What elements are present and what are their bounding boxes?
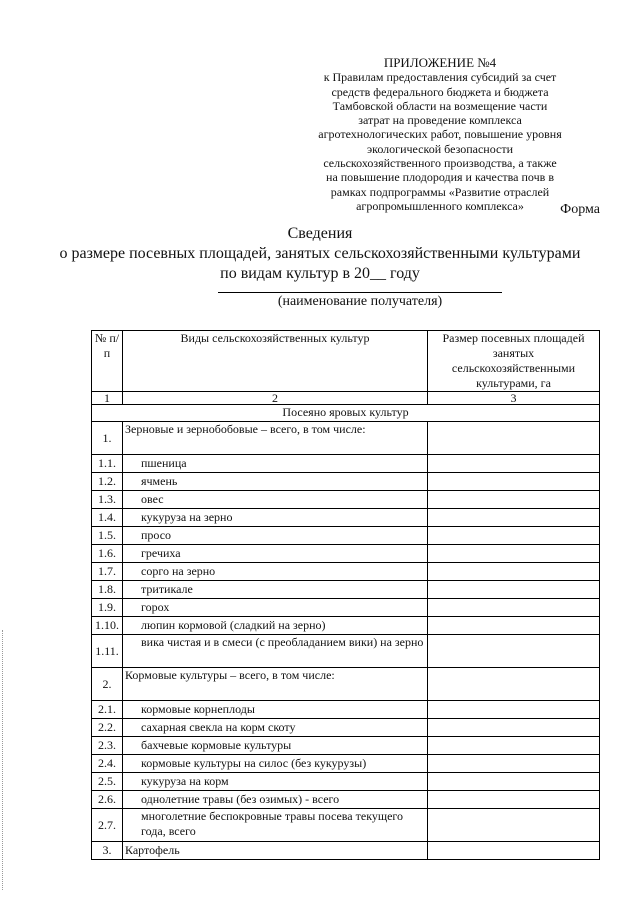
- appendix-block: [300, 56, 580, 213]
- row-number: 2.5.: [92, 773, 123, 791]
- row-number: 1.7.: [92, 563, 123, 581]
- table-row: [92, 599, 600, 617]
- row-area-value[interactable]: [428, 491, 600, 509]
- row-area-value[interactable]: [428, 635, 600, 668]
- table-row: [92, 422, 600, 455]
- row-area-value[interactable]: [428, 527, 600, 545]
- row-area-value[interactable]: [428, 668, 600, 701]
- table-row: [92, 527, 600, 545]
- row-area-value[interactable]: [428, 473, 600, 491]
- document-heading: [0, 224, 640, 284]
- heading-year-line: по видам культур в 20__ году: [220, 265, 420, 282]
- row-number: 2.7.: [92, 809, 123, 842]
- header-area: Размер посевных площадей занятых сельскохозяйственными культурами, га: [428, 331, 600, 392]
- row-number: 2.4.: [92, 755, 123, 773]
- row-crop-name: горох: [123, 599, 428, 617]
- recipient-caption: (наименование получателя): [277, 294, 443, 309]
- form-label: Форма: [560, 202, 600, 217]
- section-row: [92, 405, 600, 422]
- row-crop-name: овес: [123, 491, 428, 509]
- header-crop-type: Виды сельскохозяйственных культур: [123, 331, 428, 392]
- row-area-value[interactable]: [428, 842, 600, 860]
- row-area-value[interactable]: [428, 755, 600, 773]
- row-number: 1.10.: [92, 617, 123, 635]
- table-row: [92, 719, 600, 737]
- header-number: № п/п: [92, 331, 123, 392]
- heading-subtitle: о размере посевных площадей, занятых сельскохозяйственными культурами: [59, 245, 581, 262]
- table-row: [92, 842, 600, 860]
- row-number: 1.6.: [92, 545, 123, 563]
- row-number: 1.1.: [92, 455, 123, 473]
- row-number: 1.8.: [92, 581, 123, 599]
- row-area-value[interactable]: [428, 581, 600, 599]
- appendix-line: агротехнологических работ, повышение уровня: [318, 127, 562, 142]
- row-area-value[interactable]: [428, 773, 600, 791]
- appendix-line: экологической безопасности: [366, 141, 514, 156]
- appendix-title: ПРИЛОЖЕНИЕ №4: [383, 55, 497, 70]
- table-row: [92, 809, 600, 842]
- row-number: 2.2.: [92, 719, 123, 737]
- table-row: [92, 563, 600, 581]
- table-row: [92, 509, 600, 527]
- row-crop-name: пшеница: [123, 455, 428, 473]
- crops-table: [91, 330, 600, 860]
- table-row: [92, 737, 600, 755]
- row-crop-name: однолетние травы (без озимых) - всего: [123, 791, 428, 809]
- table-row: [92, 545, 600, 563]
- row-crop-name: Картофель: [123, 842, 428, 860]
- row-number: 1.2.: [92, 473, 123, 491]
- row-crop-name: Зерновые и зернобобовые – всего, в том числе:: [123, 422, 428, 455]
- row-crop-name: многолетние беспокровные травы посева текущего года, всего: [123, 809, 428, 842]
- row-area-value[interactable]: [428, 701, 600, 719]
- heading-title: Сведения: [287, 225, 353, 242]
- row-area-value[interactable]: [428, 617, 600, 635]
- row-area-value[interactable]: [428, 545, 600, 563]
- column-index: 3: [428, 392, 600, 405]
- row-number: 2.: [92, 668, 123, 701]
- appendix-line: агропромышленного комплекса»: [356, 198, 524, 213]
- row-area-value[interactable]: [428, 599, 600, 617]
- appendix-line: средств федерального бюджета и бюджета: [331, 84, 549, 99]
- table-row: [92, 668, 600, 701]
- table-row: [92, 617, 600, 635]
- row-crop-name: тритикале: [123, 581, 428, 599]
- row-crop-name: бахчевые кормовые культуры: [123, 737, 428, 755]
- table-row: [92, 773, 600, 791]
- table-row: [92, 473, 600, 491]
- appendix-line: затрат на проведение комплекса: [358, 113, 522, 128]
- row-number: 1.9.: [92, 599, 123, 617]
- table-row: [92, 455, 600, 473]
- row-number: 2.1.: [92, 701, 123, 719]
- row-crop-name: гречиха: [123, 545, 428, 563]
- column-index: 1: [92, 392, 123, 405]
- row-number: 1.5.: [92, 527, 123, 545]
- table-row: [92, 791, 600, 809]
- row-area-value[interactable]: [428, 809, 600, 842]
- row-number: 1.4.: [92, 509, 123, 527]
- recipient-blank-line: [218, 292, 502, 293]
- row-crop-name: люпин кормовой (сладкий на зерно): [123, 617, 428, 635]
- row-area-value[interactable]: [428, 719, 600, 737]
- row-area-value[interactable]: [428, 455, 600, 473]
- row-crop-name: ячмень: [123, 473, 428, 491]
- column-index: 2: [123, 392, 428, 405]
- row-crop-name: сорго на зерно: [123, 563, 428, 581]
- row-area-value[interactable]: [428, 737, 600, 755]
- row-crop-name: кукуруза на зерно: [123, 509, 428, 527]
- table-row: [92, 755, 600, 773]
- scan-margin-mark: [2, 630, 5, 890]
- appendix-line: к Правилам предоставления субсидий за счет: [323, 70, 557, 85]
- row-crop-name: просо: [123, 527, 428, 545]
- row-area-value[interactable]: [428, 563, 600, 581]
- appendix-line: на повышение плодородия и качества почв в: [326, 170, 554, 185]
- row-area-value[interactable]: [428, 791, 600, 809]
- row-crop-name: кукуруза на корм: [123, 773, 428, 791]
- table-row: [92, 491, 600, 509]
- row-crop-name: кормовые культуры на силос (без кукурузы): [123, 755, 428, 773]
- row-number: 3.: [92, 842, 123, 860]
- row-number: 1.: [92, 422, 123, 455]
- appendix-line: рамках подпрограммы «Развитие отраслей: [330, 184, 550, 199]
- row-crop-name: сахарная свекла на корм скоту: [123, 719, 428, 737]
- table-row: [92, 635, 600, 668]
- appendix-line: сельскохозяйственного производства, а также: [323, 156, 557, 171]
- table-row: [92, 581, 600, 599]
- appendix-line: Тамбовской области на возмещение части: [332, 98, 548, 113]
- row-area-value[interactable]: [428, 422, 600, 455]
- section-title: Посеяно яровых культур: [92, 405, 600, 422]
- row-area-value[interactable]: [428, 509, 600, 527]
- row-crop-name: вика чистая и в смеси (с преобладанием вики) на зерно: [123, 635, 428, 668]
- column-index-row: [92, 392, 600, 405]
- table-row: [92, 701, 600, 719]
- row-number: 2.6.: [92, 791, 123, 809]
- row-number: 2.3.: [92, 737, 123, 755]
- row-crop-name: кормовые корнеплоды: [123, 701, 428, 719]
- row-number: 1.3.: [92, 491, 123, 509]
- row-crop-name: Кормовые культуры – всего, в том числе:: [123, 668, 428, 701]
- row-number: 1.11.: [92, 635, 123, 668]
